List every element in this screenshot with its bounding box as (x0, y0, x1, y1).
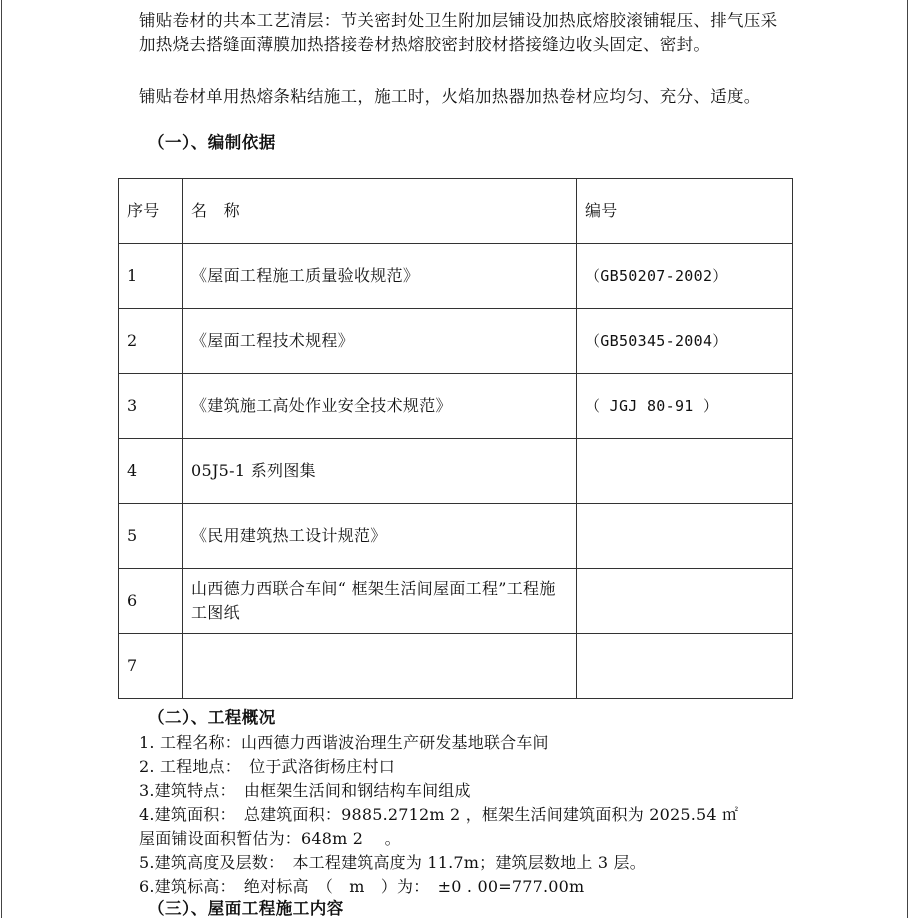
row-no: 2 (119, 309, 183, 374)
overview-item-roof-area: 屋面铺设面积暂估为：648m 2 。 (139, 829, 401, 848)
table-row (119, 439, 793, 504)
overview-item-features: 3.建筑特点： 由框架生活间和钢结构车间组成 (139, 781, 471, 800)
table-row (119, 569, 793, 634)
overview-item-name: 1. 工程名称：山西德力西谐波治理生产研发基地联合车间 (139, 733, 549, 752)
row-code: （ JGJ 80-91 ） (577, 374, 793, 439)
row-name (183, 634, 577, 699)
table-row (119, 244, 793, 309)
row-name: 山西德力西联合车间“ 框架生活间屋面工程”工程施工图纸 (183, 569, 577, 634)
header-no: 序号 (119, 179, 183, 244)
row-no: 3 (119, 374, 183, 439)
row-code (577, 504, 793, 569)
row-no: 4 (119, 439, 183, 504)
reference-table (118, 178, 793, 699)
row-code (577, 569, 793, 634)
table-header-row (119, 179, 793, 244)
intro-paragraph-1: 铺贴卷材的共本工艺清层：节关密封处卫生附加层铺设加热底熔胶滚铺辊压、排气压采加热烧去搭缝面薄膜加热搭接卷材热熔胶密封胶材搭接缝边收头固定、密封。 (139, 11, 778, 54)
table-row (119, 504, 793, 569)
row-no: 7 (119, 634, 183, 699)
table-row (119, 309, 793, 374)
row-code (577, 439, 793, 504)
overview-item-location: 2. 工程地点： 位于武洛街杨庄村口 (139, 757, 395, 776)
row-name: 《建筑施工高处作业安全技术规范》 (183, 374, 577, 439)
row-no: 5 (119, 504, 183, 569)
page-border-left (1, 0, 2, 918)
section-heading-basis: （一）、编制依据 (148, 133, 276, 152)
table-row (119, 374, 793, 439)
row-name: 《屋面工程技术规程》 (183, 309, 577, 374)
row-name: 05J5-1 系列图集 (183, 439, 577, 504)
row-no: 6 (119, 569, 183, 634)
row-name: 《屋面工程施工质量验收规范》 (183, 244, 577, 309)
row-no: 1 (119, 244, 183, 309)
overview-item-height: 5.建筑高度及层数： 本工程建筑高度为 11.7m；建筑层数地上 3 层。 (139, 853, 646, 872)
row-name: 《民用建筑热工设计规范》 (183, 504, 577, 569)
page-border-right (907, 0, 908, 918)
header-code: 编号 (577, 179, 793, 244)
section-heading-overview: （二）、工程概况 (148, 708, 276, 727)
overview-item-elevation: 6.建筑标高： 绝对标高 （ m ）为： ±0 . 00=777.00m (139, 877, 585, 896)
intro-paragraph-2: 铺贴卷材单用热熔条粘结施工，施工时，火焰加热器加热卷材应均匀、充分、适度。 (139, 87, 761, 106)
row-code: （GB50207-2002） (577, 244, 793, 309)
section-heading-roof-work: （三）、屋面工程施工内容 (148, 899, 344, 918)
overview-item-area: 4.建筑面积： 总建筑面积：9885.2712m 2 ，框架生活间建筑面积为 2025.54 ㎡ (139, 805, 739, 824)
header-name: 名 称 (183, 179, 577, 244)
row-code (577, 634, 793, 699)
row-code: （GB50345-2004） (577, 309, 793, 374)
table-row (119, 634, 793, 699)
